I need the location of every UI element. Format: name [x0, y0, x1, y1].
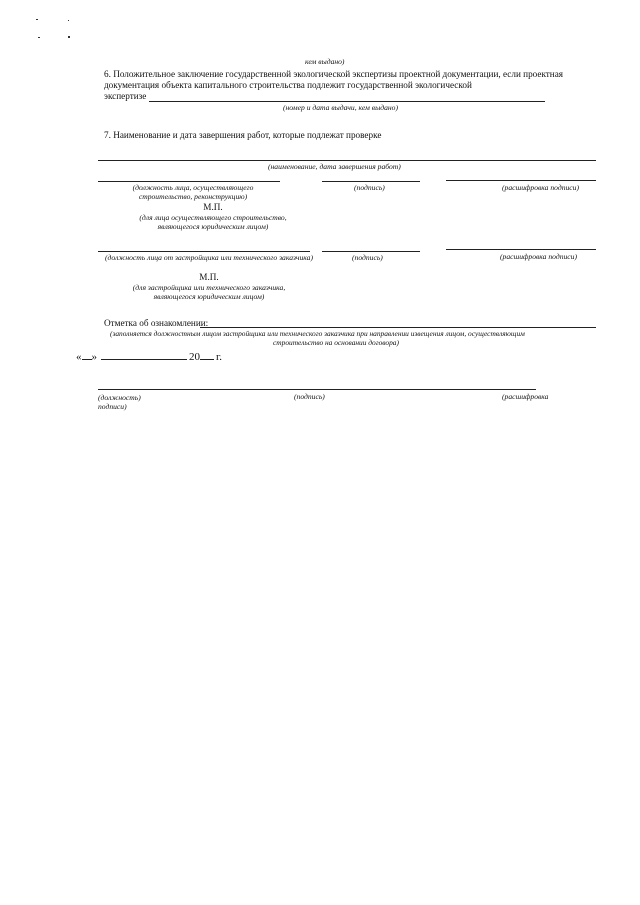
- signer1-decode-line: [446, 180, 596, 181]
- signer1-decode-caption: (расшифровка подписи): [502, 183, 579, 192]
- year-blank: [200, 349, 214, 360]
- scan-speck: [36, 19, 38, 20]
- item6-line2: документация объекта капитального строительства подлежит государственной экологической: [104, 80, 472, 90]
- item6-line3: экспертизе: [104, 91, 147, 101]
- signer1-legal-note: (для лица осуществляющего строительство, являющегося юридическим лицом): [139, 213, 287, 231]
- item7-text: 7. Наименование и дата завершения работ, которые подлежат проверке: [104, 130, 382, 140]
- signer1-signature-line: [322, 181, 420, 182]
- signer2-signature-caption: (подпись): [352, 253, 383, 262]
- signer2-stamp-mark: М.П.: [199, 272, 219, 282]
- scan-speck: [68, 20, 69, 21]
- issued-by-caption: кем выдано): [305, 57, 345, 66]
- acknowledgement-note-line1: (заполняется должностным лицом застройщика или технического заказчика при направлении извещения лицом, осуществляющим: [110, 329, 525, 338]
- signer2-legal-note: (для застройщика или технического заказчика, являющегося юридическим лицом): [132, 283, 286, 301]
- signer2-decode-caption: (расшифровка подписи): [500, 252, 577, 261]
- acknowledgement-title: Отметка об ознакомлении:: [104, 318, 209, 328]
- acknowledgement-note-line2: строительство на основании договора): [273, 338, 399, 347]
- bottom-signature-line: [98, 389, 536, 390]
- signer2-signature-line: [322, 251, 420, 252]
- item6-caption: (номер и дата выдачи, кем выдано): [283, 103, 398, 112]
- bottom-position-caption: (должность): [98, 393, 141, 402]
- scan-speck: [38, 37, 40, 38]
- day-blank: [82, 349, 92, 360]
- date-open-quote: «: [76, 351, 82, 363]
- signer1-stamp-mark: М.П.: [203, 202, 223, 212]
- item6-line1: 6. Положительное заключение государственной экологической экспертизы проектной документации, если проектная: [104, 69, 564, 79]
- signer1-position-caption: (должность лица, осуществляющего строительство, реконструкцию): [132, 183, 254, 201]
- scan-speck: [68, 36, 70, 38]
- signer2-decode-line: [446, 249, 596, 250]
- item7-caption: (наименование, дата завершения работ): [268, 162, 401, 171]
- signer2-position-line: [98, 251, 310, 252]
- date-line: [76, 349, 222, 364]
- month-blank: [101, 349, 187, 360]
- signer2-position-caption: (должность лица от застройщика или технического заказчика): [105, 253, 313, 262]
- bottom-decode-caption: (расшифровка: [502, 392, 549, 401]
- item6-fill-line: [149, 101, 545, 102]
- year-prefix: 20: [189, 351, 200, 363]
- signer1-position-line: [98, 181, 280, 182]
- year-suffix: г.: [216, 351, 223, 363]
- signer1-signature-caption: (подпись): [354, 183, 385, 192]
- bottom-signature-caption: (подпись): [294, 392, 325, 401]
- date-close-quote: »: [91, 351, 97, 363]
- item7-fill-line: [98, 160, 596, 161]
- acknowledgement-line: [200, 327, 596, 328]
- bottom-decode-caption-cont: подписи): [98, 402, 127, 411]
